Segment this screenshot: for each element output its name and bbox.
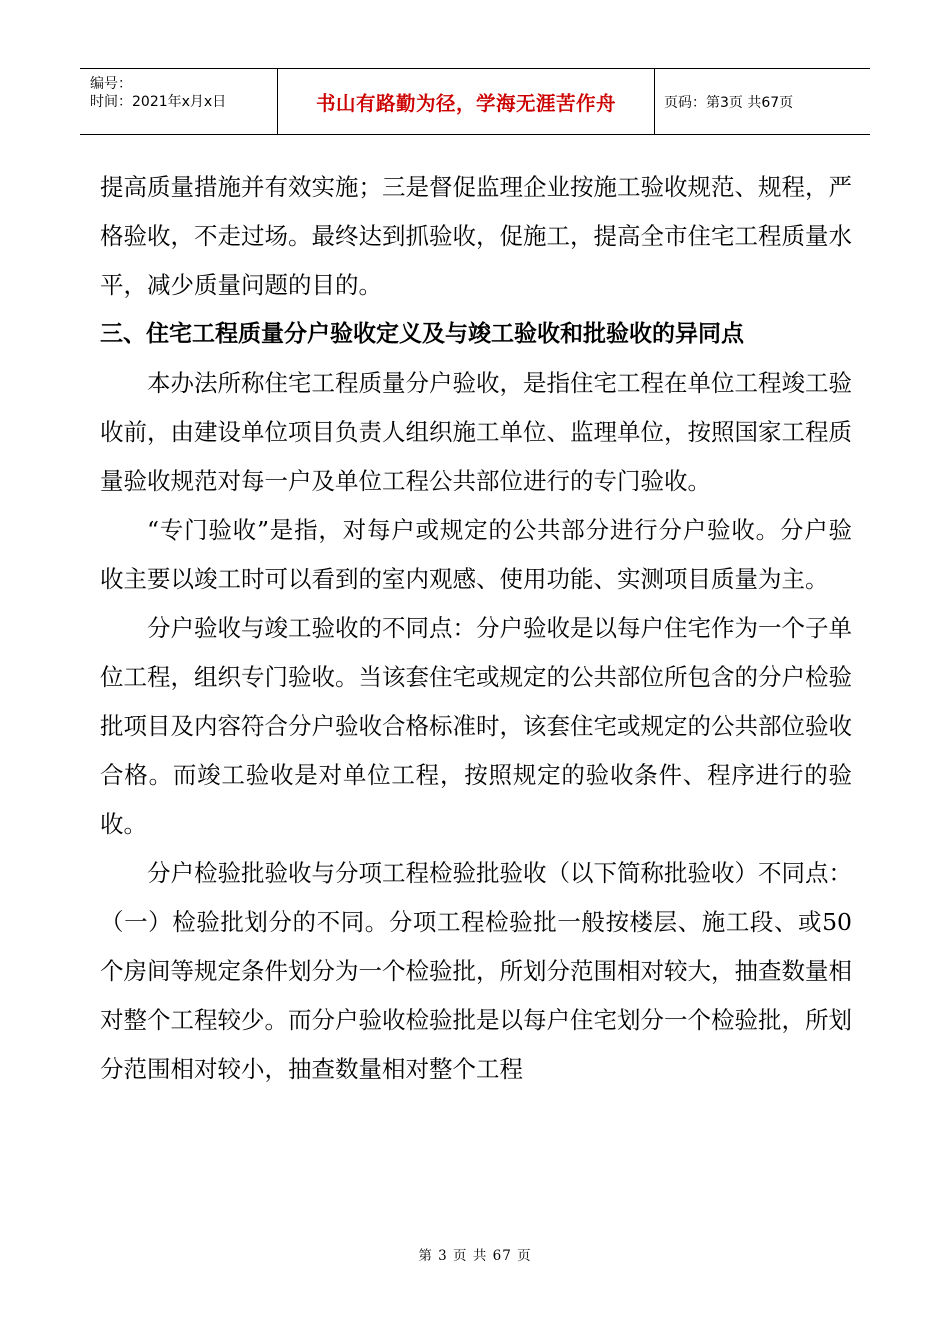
paragraph-definition: 本办法所称住宅工程质量分户验收，是指住宅工程在单位工程竣工验收前，由建设单位项目负责人组织施工单位、监理单位，按照国家工程质量验收规范对每一户及单位工程公共部位进行的专门验收。 [100,369,852,495]
footer-page-number: 第 3 页 共 67 页 [418,1248,532,1264]
paragraph-continuation: 提高质量措施并有效实施；三是督促监理企业按施工验收规范、规程，严格验收，不走过场。最终达到抓验收，促施工，提高全市住宅工程质量水平，减少质量问题的目的。 [100,173,852,299]
header-motto-cell [278,69,655,134]
header-page-code: 页码：第3页 共67页 [664,94,794,111]
header-meta-cell [80,69,278,134]
header-page-cell [654,69,870,134]
document-date-label: 时间：2021年x月x日 [90,94,227,110]
header-motto: 书山有路勤为径，学海无涯苦作舟 [315,91,616,115]
page-footer [0,1244,950,1264]
page-header [80,68,870,135]
document-body [100,163,852,1094]
section-heading: 三、住宅工程质量分户验收定义及与竣工验收和批验收的异同点 [100,321,744,347]
paragraph-batch-differences: 分户检验批验收与分项工程检验批验收（以下简称批验收）不同点：（一）检验批划分的不同。分项工程检验批一般按楼层、施工段、或50个房间等规定条件划分为一个检验批，所划分范围相对较大，抽查数量相对整个工程较少。而分户验收检验批是以每户住宅划分一个检验批，所划分范围相对较小，抽查数量相对整个工程 [100,859,852,1083]
paragraph-special-acceptance: “专门验收”是指，对每户或规定的公共部分进行分户验收。分户验收主要以竣工时可以看到的室内观感、使用功能、实测项目质量为主。 [100,516,852,593]
document-number-label: 编号： [90,76,132,92]
paragraph-differences: 分户验收与竣工验收的不同点：分户验收是以每户住宅作为一个子单位工程，组织专门验收。当该套住宅或规定的公共部位所包含的分户检验批项目及内容符合分户验收合格标准时，该套住宅或规定的公共部位验收合格。而竣工验收是对单位工程，按照规定的验收条件、程序进行的验收。 [100,614,852,838]
